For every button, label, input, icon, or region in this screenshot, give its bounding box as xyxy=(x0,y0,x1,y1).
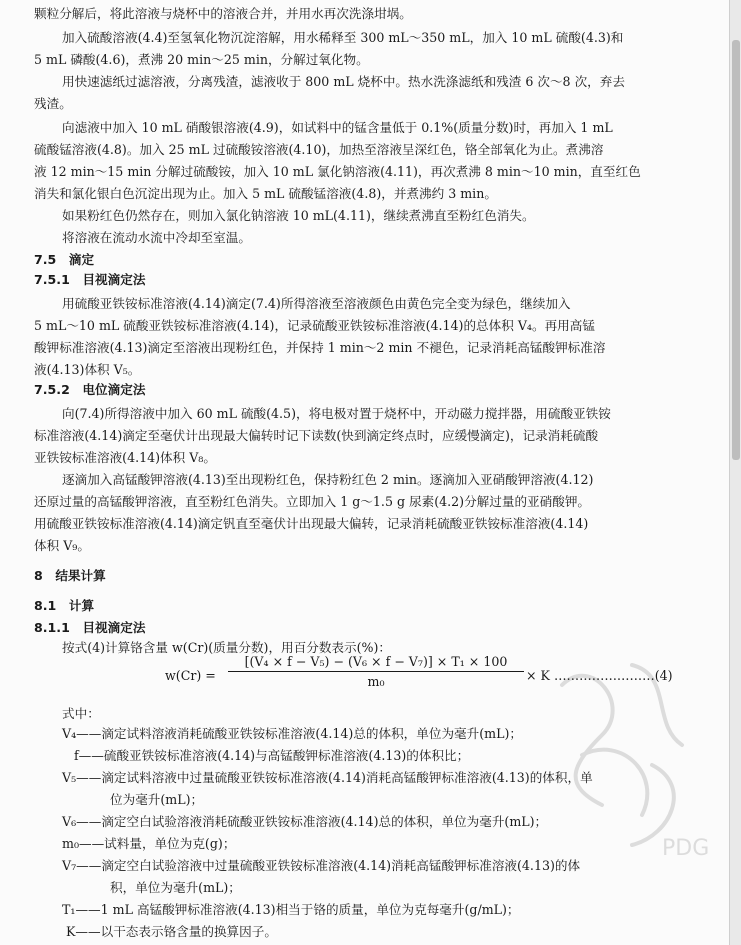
scrollbar-thumb[interactable] xyxy=(732,40,740,460)
text-line: 残渣。 xyxy=(34,96,72,111)
text-line: 体积 V₉。 xyxy=(34,538,90,553)
text-line: 按式(4)计算铬含量 w(Cr)(质量分数)，用百分数表示(%)： xyxy=(62,640,392,655)
text-line: 消失和氯化银白色沉淀出现为止。加入 5 mL 硫酸锰溶液(4.8)，并煮沸约 3 min。 xyxy=(34,186,497,201)
text-line: 用硫酸亚铁铵标准溶液(4.14)滴定钒直至毫伏计出现最大偏转，记录消耗硫酸亚铁铵标准溶液(4.14) xyxy=(34,516,589,531)
text-line: 如果粉红色仍然存在，则加入氯化钠溶液 10 mL(4.11)，继续煮沸直至粉红色消失。 xyxy=(62,208,535,223)
formula-denominator: m₀ xyxy=(367,674,385,689)
text-line: 还原过量的高锰酸钾溶液，直至粉红色消失。立即加入 1 g～1.5 g 尿素(4.2)分解过量的亚硝酸钾。 xyxy=(34,494,591,509)
definition-line: K——以干态表示铬含量的换算因子。 xyxy=(66,924,277,939)
watermark-stamp xyxy=(542,645,712,865)
text-line: 用快速滤纸过滤溶液，分离残渣，滤液收于 800 mL 烧杯中。热水洗涤滤纸和残渣 6 次～8 次，弃去 xyxy=(62,74,625,89)
formula-numerator: [(V₄ × f − V₅) − (V₆ × f − V₇)] × T₁ × 100 xyxy=(244,654,508,669)
fraction-bar xyxy=(228,671,524,672)
definition-line: 积，单位为毫升(mL)； xyxy=(110,880,241,895)
formula-fraction xyxy=(228,654,524,689)
definition-line: 位为毫升(mL)； xyxy=(110,792,204,807)
text-line: 标准溶液(4.14)滴定至毫伏计出现最大偏转时记下读数(快到滴定终点时，应缓慢滴定)，记录消耗硫酸 xyxy=(34,428,599,443)
section-heading: 8.1.1 目视滴定法 xyxy=(34,620,146,635)
section-heading: 7.5.1 目视滴定法 xyxy=(34,272,146,287)
text-line: 向(7.4)所得溶液中加入 60 mL 硫酸(4.5)，将电极对置于烧杯中，开动磁力搅拌器，用硫酸亚铁铵 xyxy=(62,406,611,421)
text-line: 式中： xyxy=(62,706,100,721)
formula-lhs: w(Cr) = xyxy=(165,668,216,683)
section-heading: 7.5 滴定 xyxy=(34,252,95,267)
definition-line: V₅——滴定试料溶液中过量硫酸亚铁铵标准溶液(4.14)消耗高锰酸钾标准溶液(4.13)的体积，单 xyxy=(62,770,593,785)
text-line: 5 mL～10 mL 硫酸亚铁铵标准溶液(4.14)，记录硫酸亚铁铵标准溶液(4.14)的总体积 V₄。再用高锰 xyxy=(34,318,595,333)
text-line: 硫酸锰溶液(4.8)。加入 25 mL 过硫酸铵溶液(4.10)，加热至溶液呈深红色，铬全部氧化为止。煮沸溶 xyxy=(34,142,604,157)
section-heading: 7.5.2 电位滴定法 xyxy=(34,382,146,397)
text-line: 液 12 min～15 min 分解过硫酸铵，加入 10 mL 氯化钠溶液(4.11)，再次煮沸 8 min～10 min，直至红色 xyxy=(34,164,641,179)
section-heading: 8.1 计算 xyxy=(34,598,95,613)
definition-line: f——硫酸亚铁铵标准溶液(4.14)与高锰酸钾标准溶液(4.13)的体积比； xyxy=(74,748,470,763)
definition-line: V₇——滴定空白试验溶液中过量硫酸亚铁铵标准溶液(4.14)消耗高锰酸钾标准溶液(4.13)的体 xyxy=(62,858,581,873)
text-line: 液(4.13)体积 V₅。 xyxy=(34,362,141,377)
text-line: 向滤液中加入 10 mL 硝酸银溶液(4.9)，如试料中的锰含量低于 0.1%(质量分数)时，再加入 1 mL xyxy=(62,120,613,135)
text-line: 用硫酸亚铁铵标准溶液(4.14)滴定(7.4)所得溶液至溶液颜色由黄色完全变为绿色，继续加入 xyxy=(62,296,571,311)
definition-line: V₆——滴定空白试验溶液消耗硫酸亚铁铵标准溶液(4.14)总的体积，单位为毫升(mL)； xyxy=(62,814,548,829)
text-line: 逐滴加入高锰酸钾溶液(4.13)至出现粉红色，保持粉红色 2 min。逐滴加入亚硝酸钾溶液(4.12) xyxy=(62,472,594,487)
definition-line: T₁——1 mL 高锰酸钾标准溶液(4.13)相当于铬的质量，单位为克每毫升(g/mL)； xyxy=(62,902,520,917)
vertical-scrollbar[interactable] xyxy=(729,0,741,945)
text-line: 加入硫酸溶液(4.4)至氢氧化物沉淀溶解，用水稀释至 300 mL～350 mL，加入 10 mL 硫酸(4.3)和 xyxy=(62,30,624,45)
text-line: 将溶液在流动水流中冷却至室温。 xyxy=(62,230,251,245)
formula-tail: × K ……………………(4) xyxy=(526,668,673,683)
watermark-text: PDG xyxy=(662,836,710,861)
text-line: 酸钾标准溶液(4.13)滴定至溶液出现粉红色，并保持 1 min～2 min 不褪色，记录消耗高锰酸钾标准溶 xyxy=(34,340,606,355)
text-line: 亚铁铵标准溶液(4.14)体积 V₈。 xyxy=(34,450,216,465)
definition-line: V₄——滴定试料溶液消耗硫酸亚铁铵标准溶液(4.14)总的体积，单位为毫升(mL)； xyxy=(62,726,522,741)
text-line: 颗粒分解后，将此溶液与烧杯中的溶液合并，并用水再次洗涤坩埚。 xyxy=(34,6,412,21)
text-line: 5 mL 磷酸(4.6)，煮沸 20 min～25 min，分解过氧化物。 xyxy=(34,52,369,67)
definition-line: m₀——试料量，单位为克(g)； xyxy=(62,836,236,851)
section-heading: 8 结果计算 xyxy=(34,568,106,583)
